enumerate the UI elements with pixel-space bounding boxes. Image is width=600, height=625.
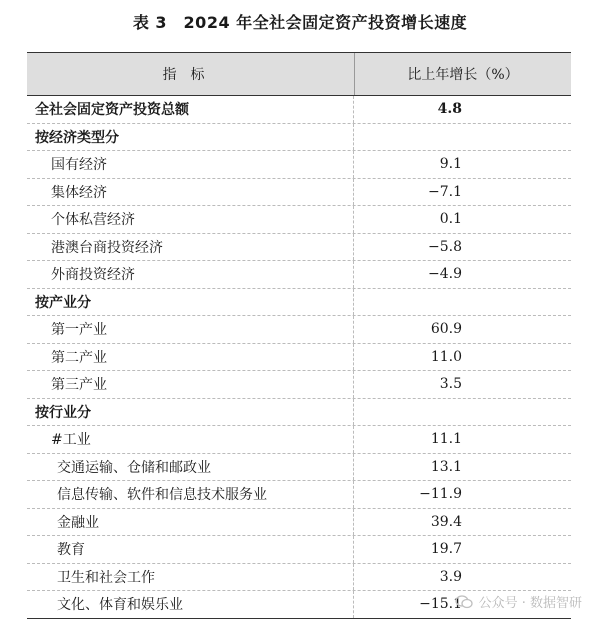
table-row [27,454,571,482]
table-row [27,261,571,289]
table-row [27,151,571,179]
row-value-cell [354,399,571,426]
row-label: 集体经济 [27,179,354,206]
table-row [27,206,571,234]
row-value: 3.9 [439,568,462,585]
watermark [455,592,582,611]
table-row [27,289,571,317]
table-row [27,344,571,372]
table-header [27,53,571,96]
row-value: 9.1 [439,156,462,173]
row-value-cell [354,206,571,233]
table-row [27,426,571,454]
row-value-cell [354,564,571,591]
row-value-cell [354,124,571,151]
row-value: 0.1 [439,211,462,228]
table-row [27,564,571,592]
row-value-cell [354,151,571,178]
table-row [27,179,571,207]
row-value-cell [354,481,571,508]
row-label: 按产业分 [27,289,354,316]
row-label: 个体私营经济 [27,206,354,233]
row-label: 卫生和社会工作 [27,564,354,591]
row-value: 19.7 [430,541,462,558]
growth-table [27,52,571,619]
row-label: 交通运输、仓储和邮政业 [27,454,354,481]
header-indicator: 指标 [27,53,355,95]
row-label: 第二产业 [27,344,354,371]
table-row [27,536,571,564]
wechat-icon [455,595,473,609]
table-row [27,124,571,152]
row-value: 13.1 [430,458,462,475]
row-label: 金融业 [27,509,354,536]
table-body [27,96,571,618]
table-row [27,96,571,124]
row-label: 外商投资经济 [27,261,354,288]
table-row [27,509,571,537]
row-value-cell [354,344,571,371]
row-value-cell [354,371,571,398]
row-value-cell [354,261,571,288]
watermark-text: 公众号 · 数据智研 [478,596,582,611]
row-label: 信息传输、软件和信息技术服务业 [27,481,354,508]
row-label: 全社会固定资产投资总额 [27,96,354,123]
row-value: 60.9 [430,321,462,338]
row-label: 文化、体育和娱乐业 [27,591,354,618]
row-label: 第一产业 [27,316,354,343]
row-label: 第三产业 [27,371,354,398]
table-row [27,399,571,427]
row-label: 按行业分 [27,399,354,426]
row-value: 4.8 [437,101,462,118]
row-value-cell [354,234,571,261]
row-label: 港澳台商投资经济 [27,234,354,261]
row-value-cell [354,426,571,453]
row-value: 39.4 [430,513,462,530]
row-label: 国有经济 [27,151,354,178]
row-value-cell [354,96,571,123]
table-row [27,481,571,509]
row-value-cell [354,454,571,481]
row-value: −5.8 [428,238,462,255]
row-value-cell [354,536,571,563]
row-value-cell [354,179,571,206]
row-label: 教育 [27,536,354,563]
row-label: #工业 [27,426,354,453]
row-value: −15.1 [419,596,462,613]
table-row [27,371,571,399]
row-value: −11.9 [419,486,462,503]
row-value: 11.0 [430,348,462,365]
table-title: 表 3 2024 年全社会固定资产投资增长速度 [132,13,468,32]
row-value: −7.1 [428,183,462,200]
row-value: 3.5 [439,376,462,393]
row-value-cell [354,509,571,536]
header-growth: 比上年增长（%） [407,67,519,83]
row-value: −4.9 [428,266,462,283]
row-value-cell [354,316,571,343]
row-value-cell [354,289,571,316]
row-label: 按经济类型分 [27,124,354,151]
table-row [27,234,571,262]
table-row [27,316,571,344]
row-value: 11.1 [430,431,462,448]
